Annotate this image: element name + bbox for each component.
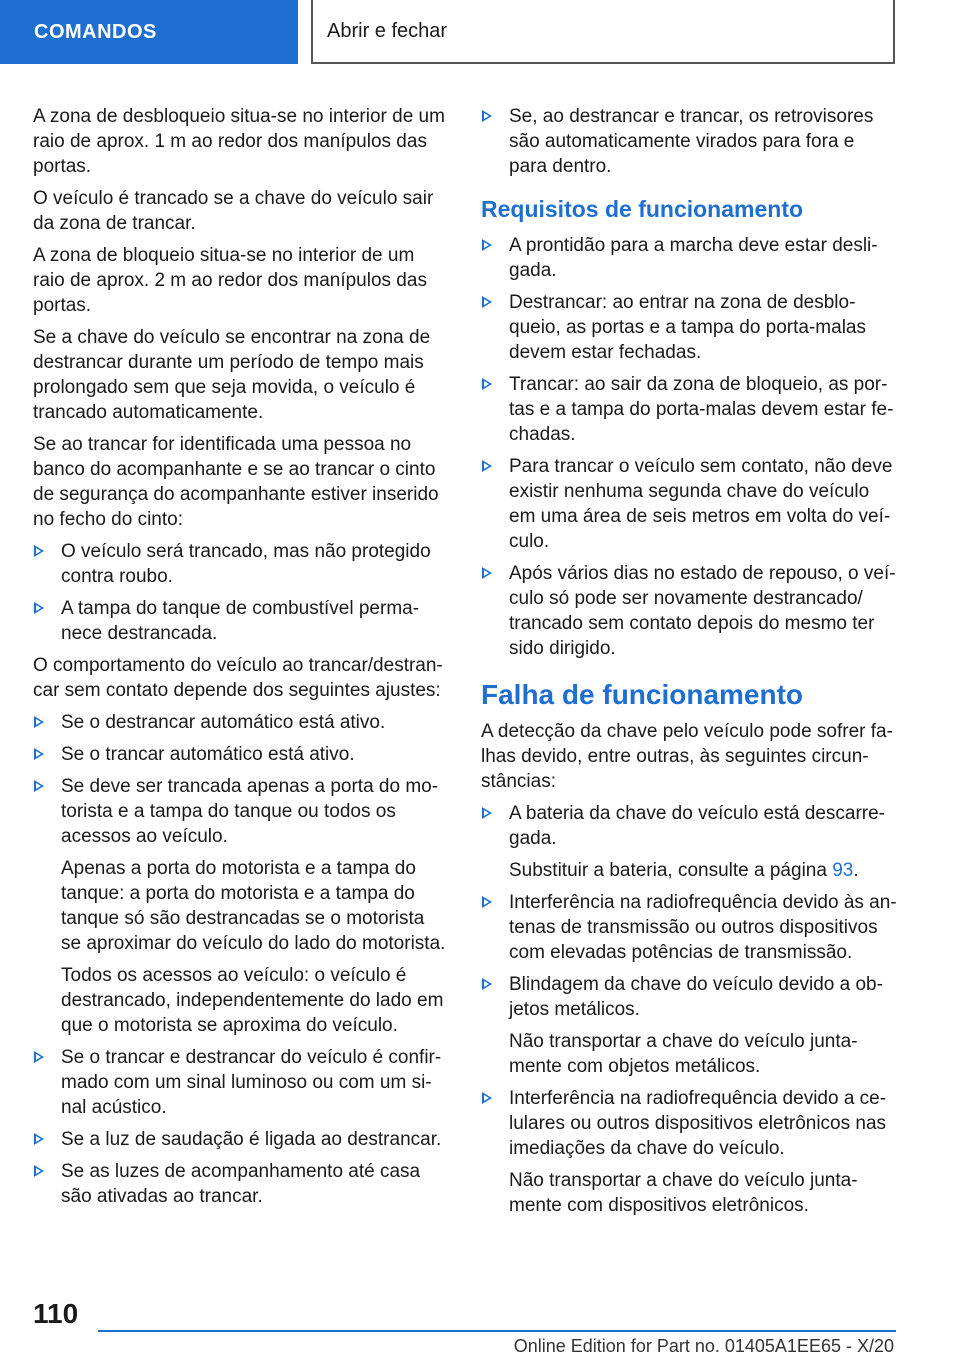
chapter-title: Abrir e fechar	[327, 19, 448, 42]
section-heading-requisitos: Requisitos de funcionamento	[481, 196, 804, 222]
list-item: O veículo será trancado, mas não protegido contra roubo.	[33, 539, 449, 589]
bullet-arrow-icon	[34, 545, 44, 557]
bullet-arrow-icon	[482, 239, 492, 251]
bullet-arrow-icon	[482, 896, 492, 908]
list-item-note: Não transportar a chave do veículo junta-mente com dispositivos eletrônicos.	[509, 1170, 858, 1216]
bullet-arrow-icon	[482, 567, 492, 579]
list-item: A tampa do tanque de combustível perma-nece destrancada.	[33, 596, 449, 646]
paragraph: A zona de bloqueio situa-se no interior de um raio de aprox. 2 m ao redor dos manípulos das portas.	[33, 245, 427, 316]
chapter-header	[311, 0, 895, 64]
bullet-arrow-icon	[34, 716, 44, 728]
bullet-arrow-icon	[34, 602, 44, 614]
page-number: 110	[33, 1298, 79, 1329]
section-label: COMANDOS	[34, 20, 157, 43]
list-item: Se deve ser trancada apenas a porta do mo-torista e a tampa do tanque ou todos os acessos ao veículo.	[33, 774, 449, 849]
list-item: Se, ao destrancar e trancar, os retrovisores são automaticamente virados para fora e para dentro.	[481, 104, 897, 179]
footer-divider	[98, 1330, 896, 1332]
edition-note: Online Edition for Part no. 01405A1EE65 - X/20	[513, 1336, 894, 1356]
list-item: Se o trancar e destrancar do veículo é confir-mado com um sinal luminoso ou com um si-nal acústico.	[33, 1045, 449, 1120]
section-heading-falha: Falha de funcionamento	[481, 679, 804, 710]
list-item: Para trancar o veículo sem contato, não deve existir nenhuma segunda chave do veículo em uma área de seis metros em volta do veí-culo.	[481, 454, 897, 554]
paragraph: A zona de desbloqueio situa-se no interior de um raio de aprox. 1 m ao redor dos manípulos das portas.	[33, 106, 445, 177]
list-item: A bateria da chave do veículo está descarre-gada.	[481, 801, 897, 851]
bullet-arrow-icon	[482, 807, 492, 819]
paragraph: A detecção da chave pelo veículo pode sofrer fa-lhas devido, entre outras, às seguintes circun-stâncias:	[481, 721, 893, 792]
list-item: Se a luz de saudação é ligada ao destrancar.	[33, 1127, 449, 1152]
list-item: Após vários dias no estado de repouso, o veí-culo só pode ser novamente destrancado/ trancado sem contato depois do mesmo ter sido dirigido.	[481, 561, 897, 661]
list-item: Trancar: ao sair da zona de bloqueio, as por-tas e a tampa do porta-malas devem estar fe-chadas.	[481, 372, 897, 447]
bullet-arrow-icon	[34, 1051, 44, 1063]
bullet-arrow-icon	[34, 1165, 44, 1177]
bullet-arrow-icon	[482, 296, 492, 308]
paragraph: Se a chave do veículo se encontrar na zona de destrancar durante um período de tempo mais prolongado sem que seja movida, o veículo é trancado automaticamente.	[33, 327, 431, 423]
list-item: A prontidão para a marcha deve estar desli-gada.	[481, 233, 897, 283]
paragraph: O veículo é trancado se a chave do veículo sair da zona de trancar.	[33, 188, 434, 234]
bullet-arrow-icon	[34, 1133, 44, 1145]
bullet-arrow-icon	[34, 780, 44, 792]
list-item-note: Apenas a porta do motorista e a tampa do tanque: a porta do motorista e a tampa do tanque só são destrancadas se o motorista se aproximar do veículo do lado do motorista.	[61, 858, 446, 954]
list-item-note: Substituir a bateria, consulte a página 93.	[509, 860, 859, 881]
right-column	[481, 104, 897, 1225]
list-item: Se as luzes de acompanhamento até casa são ativadas ao trancar.	[33, 1159, 449, 1209]
section-tab	[0, 0, 298, 64]
paragraph: O comportamento do veículo ao trancar/destran-car sem contato depende dos seguintes ajustes:	[33, 655, 443, 701]
bullet-arrow-icon	[482, 460, 492, 472]
list-item: Destrancar: ao entrar na zona de desblo-queio, as portas e a tampa do porta-malas devem estar fechadas.	[481, 290, 897, 365]
list-item-note: Todos os acessos ao veículo: o veículo é destrancado, independentemente do lado em que o motorista se aproxima do veículo.	[61, 965, 444, 1036]
bullet-arrow-icon	[482, 978, 492, 990]
bullet-arrow-icon	[34, 748, 44, 760]
list-item: Interferência na radiofrequência devido às an-tenas de transmissão ou outros dispositivos com elevadas potências de transmissão.	[481, 890, 897, 965]
list-item: Se o destrancar automático está ativo.	[33, 710, 449, 735]
left-column	[33, 104, 449, 1216]
list-item: Interferência na radiofrequência devido a ce-lulares ou outros dispositivos eletrônicos nas imediações da chave do veículo.	[481, 1086, 897, 1161]
paragraph: Se ao trancar for identificada uma pessoa no banco do acompanhante e se ao trancar o cinto de segurança do acompanhante estiver inserido no fecho do cinto:	[33, 434, 439, 530]
page-link-93[interactable]: 93	[832, 860, 854, 881]
list-item: Se o trancar automático está ativo.	[33, 742, 449, 767]
list-item: Blindagem da chave do veículo devido a ob-jetos metálicos.	[481, 972, 897, 1022]
bullet-arrow-icon	[482, 1092, 492, 1104]
bullet-arrow-icon	[482, 110, 492, 122]
bullet-arrow-icon	[482, 378, 492, 390]
list-item-note: Não transportar a chave do veículo junta-mente com objetos metálicos.	[509, 1031, 858, 1077]
